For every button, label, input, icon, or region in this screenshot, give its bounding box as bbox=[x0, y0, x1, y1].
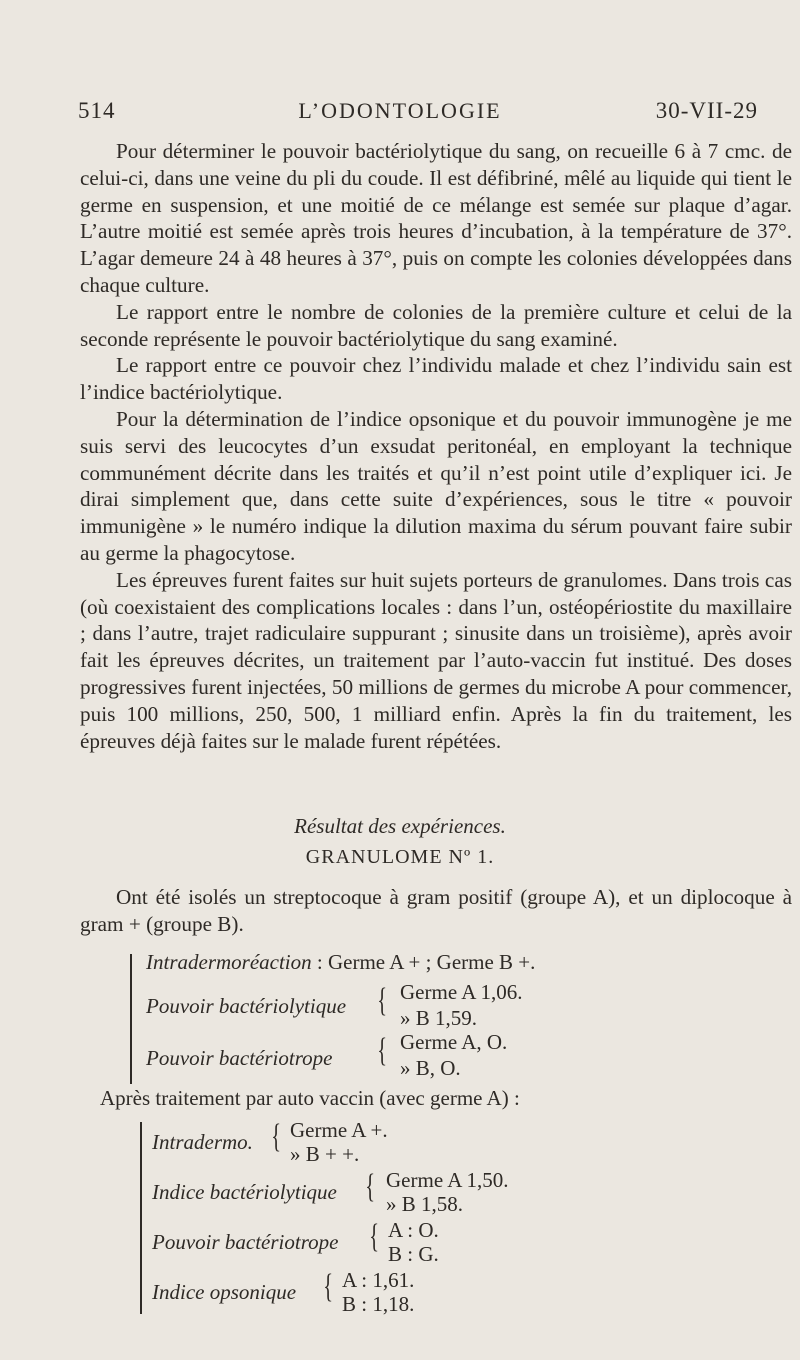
intradermo-b: » B + +. bbox=[290, 1142, 360, 1166]
tropic-a: Germe A, O. bbox=[400, 1030, 508, 1054]
indice-label: Indice bactériolytique bbox=[152, 1180, 337, 1204]
opsonic-a: A : 1,61. bbox=[342, 1268, 415, 1292]
opsonic-b: B : 1,18. bbox=[342, 1292, 415, 1316]
paragraph: Le rapport entre ce pouvoir chez l’individu malade et chez l’individu sain est l’indice bactériolytique. bbox=[80, 353, 792, 405]
intradermo-a: Germe A +. bbox=[290, 1118, 388, 1142]
bracket bbox=[140, 1122, 142, 1314]
tropic-b: » B, O. bbox=[400, 1056, 461, 1080]
paragraph: Le rapport entre le nombre de colonies de la première culture et celui de la seconde représente le pouvoir bactériolytique du sang examiné. bbox=[80, 299, 792, 351]
indice-a: Germe A 1,50. bbox=[386, 1168, 509, 1192]
case-intro-block bbox=[80, 884, 792, 938]
intradermo-value: : Germe A + ; Germe B +. bbox=[316, 950, 536, 974]
bacterio-label: Pouvoir bactériolytique bbox=[146, 994, 347, 1018]
intradermo-label: Intradermoréaction bbox=[146, 950, 312, 974]
bracket bbox=[130, 954, 132, 1084]
case-heading: GRANULOME Nº 1. bbox=[305, 846, 495, 868]
tropic-label: Pouvoir bactériotrope bbox=[152, 1230, 339, 1254]
indice-b: » B 1,58. bbox=[386, 1192, 464, 1216]
bacterio-a: Germe A 1,06. bbox=[400, 980, 523, 1004]
issue-date: 30-VII-29 bbox=[655, 98, 758, 123]
paragraph: Pour la détermination de l’indice opsonique et du pouvoir immunogène je me suis servi des leucocytes d’un exsudat peritonéal, en employant la technique communément décrite dans les traités et qu’il n’est point utile d’expliquer ici. Je dirai simplement que, dans cette suite d’expériences, sous le titre « pouvoir immunigène » le numéro indique la dilution maxima du sérum pouvant faire subir au germe la phagocytose. bbox=[80, 406, 792, 565]
running-title: L’ODONTOLOGIE bbox=[298, 98, 502, 123]
opsonic-label: Indice opsonique bbox=[152, 1280, 297, 1304]
page-number: 514 bbox=[78, 98, 116, 123]
book-page: 514 L’ODONTOLOGIE 30-VII-29 Pour déterminer le pouvoir bactériolytique du sang, on recueille 6 à 7 cmc. de celui-ci, dans une veine du pli du coude. Il est défibriné, mêlé au liquide qui tient le germe en suspension, et une moitié de ce mélange est semée sur plaque d’agar. L’autre moitié est semée après trois heures d’incubation, à la température de 37°. L’agar demeure 24 à 48 heures à 37°, puis on compte les colonies développées dans chaque culture. Le rapport entre le nombre de colonies de la première culture et celui de la seconde représente le pouvoir bactériolytique du sang examiné. Le rapport entre ce pouvoir chez l’individu malade et chez l’individu sain est l’indice bactériolytique. Pour la détermination de l’indice opsonique et du pouvoir immunogène je me suis servi des leucocytes d’un exsudat peritonéal, en employant la technique communément décrite dans les traités et qu’il n’est point utile d’expliquer ici. Je dirai simplement que, dans cette suite d’expériences, sous le titre « pouvoir immunigène » le numéro indique la dilution maxima du sérum pouvant faire subir au germe la phagocytose. Les épreuves furent faites sur huit sujets porteurs de granulomes. Dans trois cas (où coexistaient des complications locales : dans l’un, ostéopériostite du maxillaire ; dans l’autre, trajet radiculaire suppurant ; sinusite dans un troisième), après avoir fait les épreuves décrites, un traitement par l’auto-vaccin fut institué. Des doses progressives furent injectées, 50 millions de germes du microbe A pour commencer, puis 100 millions, 250, 500, 1 milliard enfin. Après la fin du traitement, les épreuves déjà faites sur le malade furent répétées. Résultat des expériences. GRANULOME Nº 1. Ont été isolés un streptocoque à gram positif (groupe A), et un diplocoque à gram + (groupe B). Intradermoréaction : Germe A + ; Germe B +. Pouvoir bactériolytique { Germe A 1,06. » B 1,59. Pouvoir bactériotrope { Germe A, O. » B, O. Après traitement par auto vaccin (avec germe A) : Intradermo. { Germe A +. » B + +. Indice bactériolytique { Germe A 1,50. » B 1,58. Pouvoir bactériotrope { A : O. B : G. Indice opsonique { A : 1,61. B : 1,18. bbox=[0, 0, 800, 1360]
tropic-a: A : O. bbox=[388, 1218, 439, 1242]
case-intro: Ont été isolés un streptocoque à gram positif (groupe A), et un diplocoque à gram + (groupe B). bbox=[80, 885, 792, 936]
intradermo-label: Intradermo. bbox=[152, 1130, 253, 1154]
tropic-b: B : G. bbox=[388, 1242, 439, 1266]
bacterio-b: » B 1,59. bbox=[400, 1006, 478, 1030]
section-heading: Résultat des expériences. bbox=[294, 814, 506, 838]
tropic-label: Pouvoir bactériotrope bbox=[146, 1046, 333, 1070]
after-title: Après traitement par auto vaccin (avec germe A) : bbox=[100, 1086, 520, 1110]
paragraph: Les épreuves furent faites sur huit sujets porteurs de granulomes. Dans trois cas (où coexistaient des complications locales : dans l’un, ostéopériostite du maxillaire ; dans l’autre, trajet radiculaire suppurant ; sinusite dans un troisième), après avoir fait les épreuves décrites, un traitement par l’auto-vaccin fut institué. Des doses progressives furent injectées, 50 millions de germes du microbe A pour commencer, puis 100 millions, 250, 500, 1 milliard enfin. Après la fin du traitement, les épreuves déjà faites sur le malade furent répétées. bbox=[80, 567, 792, 753]
paragraph: Pour déterminer le pouvoir bactériolytique du sang, on recueille 6 à 7 cmc. de celui-ci, dans une veine du pli du coude. Il est défibriné, mêlé au liquide qui tient le germe en suspension, et une moitié de ce mélange est semée sur plaque d’agar. L’autre moitié est semée après trois heures d’incubation, à la température de 37°. L’agar demeure 24 à 48 heures à 37°, puis on compte les colonies développées dans chaque culture. bbox=[80, 139, 792, 297]
main-text bbox=[80, 138, 792, 754]
